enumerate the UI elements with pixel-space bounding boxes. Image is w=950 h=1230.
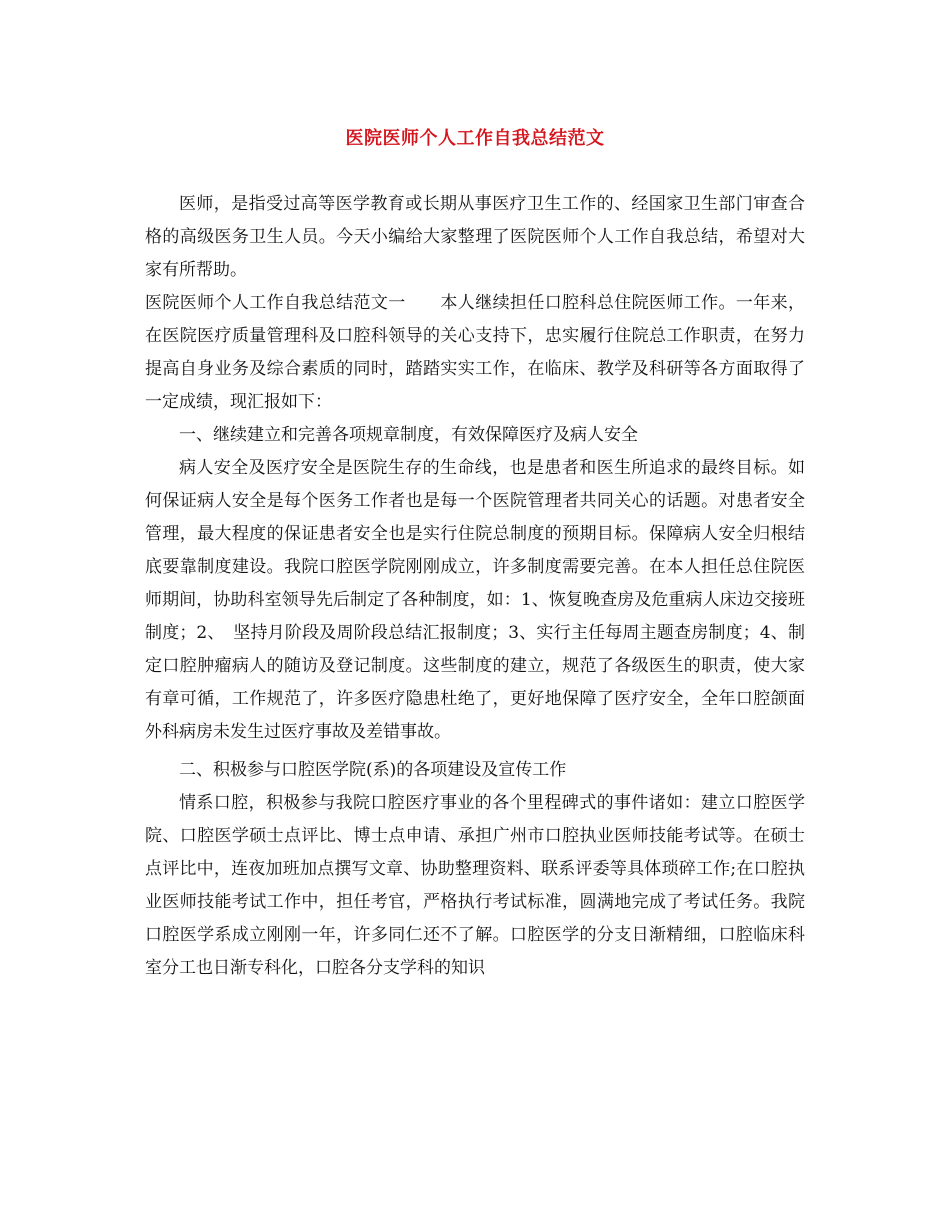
paragraph-oral-medicine: 情系口腔，积极参与我院口腔医疗事业的各个里程碑式的事件诸如：建立口腔医学院、口腔医学硕士点评比、博士点申请、承担广州市口腔执业医师技能考试等。在硕士点评比中，连夜加班加点撰写文章、协助整理资料、联系评委等具体琐碎工作;在口腔执业医师技能考试工作中，担任考官，严格执行考试标准，圆满地完成了考试任务。我院口腔医学系成立刚刚一年，许多同仁还不了解。口腔医学的分支日渐精细，口腔临床科室分工也日渐专科化，口腔各分支学科的知识 (145, 793, 805, 978)
paragraph-section-one-intro: 医院医师个人工作自我总结范文一 本人继续担任口腔科总住院医师工作。一年来，在医院医疗质量管理科及口腔科领导的关心支持下，忠实履行住院总工作职责，在努力提高自身业务及综合素质的同时，踏踏实实工作，在临床、教学及科研等各方面取得了一定成绩，现汇报如下： (145, 293, 805, 412)
paragraph-intro: 医师，是指受过高等医学教育或长期从事医疗卫生工作的、经国家卫生部门审查合格的高级医务卫生人员。今天小编给大家整理了医院医师个人工作自我总结，希望对大家有所帮助。 (145, 194, 805, 280)
document-body (145, 188, 805, 985)
paragraph-patient-safety: 病人安全及医疗安全是医院生存的生命线，也是患者和医生所追求的最终目标。如何保证病人安全是每个医务工作者也是每一个医院管理者共同关心的话题。对患者安全管理，最大程度的保证患者安全也是实行住院总制度的预期目标。保障病人安全归根结底要靠制度建设。我院口腔医学院刚刚成立，许多制度需要完善。在本人担任总住院医师期间，协助科室领导先后制定了各种制度，如：1、恢复晚查房及危重病人床边交接班制度；2、 坚持月阶段及周阶段总结汇报制度；3、实行主任每周主题查房制度；4、制定口腔肿瘤病人的随访及登记制度。这些制度的建立，规范了各级医生的职责，使大家有章可循，工作规范了，许多医疗隐患杜绝了，更好地保障了医疗安全，全年口腔颌面外科病房未发生过医疗事故及差错事故。 (145, 458, 805, 742)
document-title: 医院医师个人工作自我总结范文 (345, 128, 605, 149)
heading-section-2: 二、积极参与口腔医学院(系)的各项建设及宣传工作 (179, 760, 567, 780)
heading-section-1: 一、继续建立和完善各项规章制度，有效保障医疗及病人安全 (179, 425, 638, 445)
